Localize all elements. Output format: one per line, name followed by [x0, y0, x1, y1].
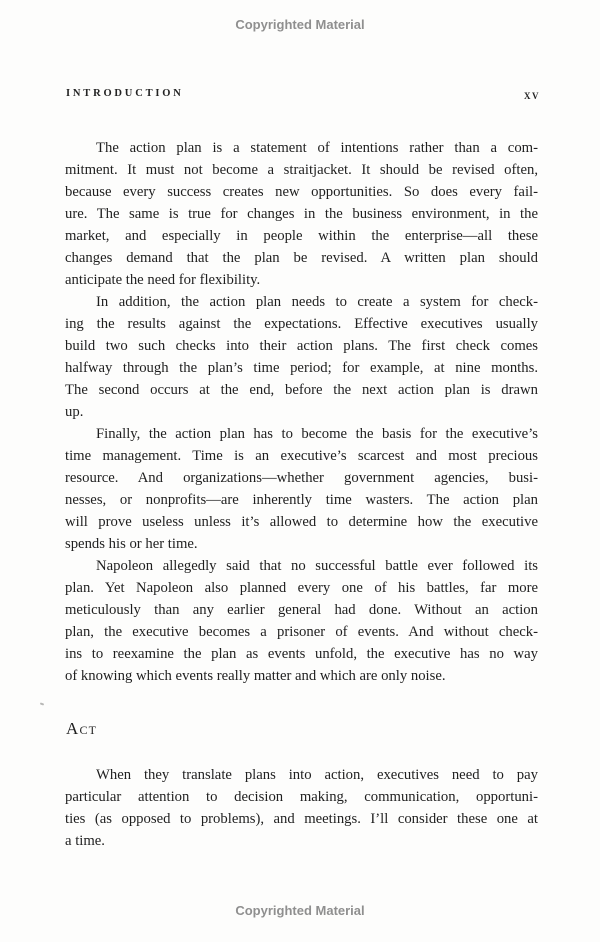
page-number: xv: [524, 88, 540, 102]
text-line: mitment. It must not become a straitjacket. It should be revised often,: [65, 162, 538, 178]
text-line: The action plan is a statement of intentions rather than a com-: [96, 140, 538, 156]
text-line: of knowing which events really matter and which are only noise.: [65, 668, 446, 684]
body-paragraph: [65, 291, 538, 423]
body-paragraph: [65, 137, 538, 291]
section-heading: Act: [66, 719, 98, 738]
text-line: particular attention to decision making, communication, opportuni-: [65, 789, 538, 805]
text-line: The second occurs at the end, before the next action plan is drawn: [65, 382, 538, 398]
text-line: market, and especially in people within the enterprise—all these: [65, 228, 538, 244]
body-content: [65, 137, 538, 852]
text-line: ing the results against the expectations. Effective executives usually: [65, 316, 538, 332]
body-paragraph: [65, 423, 538, 555]
text-line: plan. Yet Napoleon also planned every one of his battles, far more: [65, 580, 538, 596]
text-line: ure. The same is true for changes in the business environment, in the: [65, 206, 538, 222]
text-line: In addition, the action plan needs to create a system for check-: [96, 294, 538, 310]
body-paragraph: [65, 555, 538, 687]
text-line: because every success creates new opportunities. So does every fail-: [65, 184, 538, 200]
body-paragraph: [65, 764, 538, 852]
text-line: meticulously than any earlier general had done. Without an action: [65, 602, 538, 618]
text-line: build two such checks into their action plans. The first check comes: [65, 338, 538, 354]
text-line: ties (as opposed to problems), and meetings. I’ll consider these one at: [65, 811, 538, 827]
text-line: spends his or her time.: [65, 536, 198, 552]
text-line: will prove useless unless it’s allowed to determine how the executive: [65, 514, 538, 530]
text-line: Finally, the action plan has to become the basis for the executive’s: [96, 426, 538, 442]
copyright-notice-bottom: Copyrighted Material: [235, 903, 365, 918]
copyright-notice-top: Copyrighted Material: [235, 17, 365, 32]
running-header-title: INTRODUCTION: [66, 88, 184, 99]
text-line: halfway through the plan’s time period; for example, at nine months.: [65, 360, 538, 376]
text-line: plan, the executive becomes a prisoner of events. And without check-: [65, 624, 538, 640]
text-line: changes demand that the plan be revised. A written plan should: [65, 250, 538, 266]
text-line: resource. And organizations—whether government agencies, busi-: [65, 470, 538, 486]
text-line: anticipate the need for flexibility.: [65, 272, 261, 288]
text-line: a time.: [65, 833, 105, 849]
text-line: up.: [65, 404, 84, 420]
text-line: ins to reexamine the plan as events unfold, the executive has no way: [65, 646, 538, 662]
text-line: nesses, or nonprofits—are inherently time wasters. The action plan: [65, 492, 538, 508]
running-header: [65, 88, 540, 102]
text-line: time management. Time is an executive’s scarcest and most precious: [65, 448, 538, 464]
scan-artifact-speck: [40, 702, 44, 705]
text-line: When they translate plans into action, executives need to pay: [96, 767, 538, 783]
text-line: Napoleon allegedly said that no successful battle ever followed its: [96, 558, 538, 574]
